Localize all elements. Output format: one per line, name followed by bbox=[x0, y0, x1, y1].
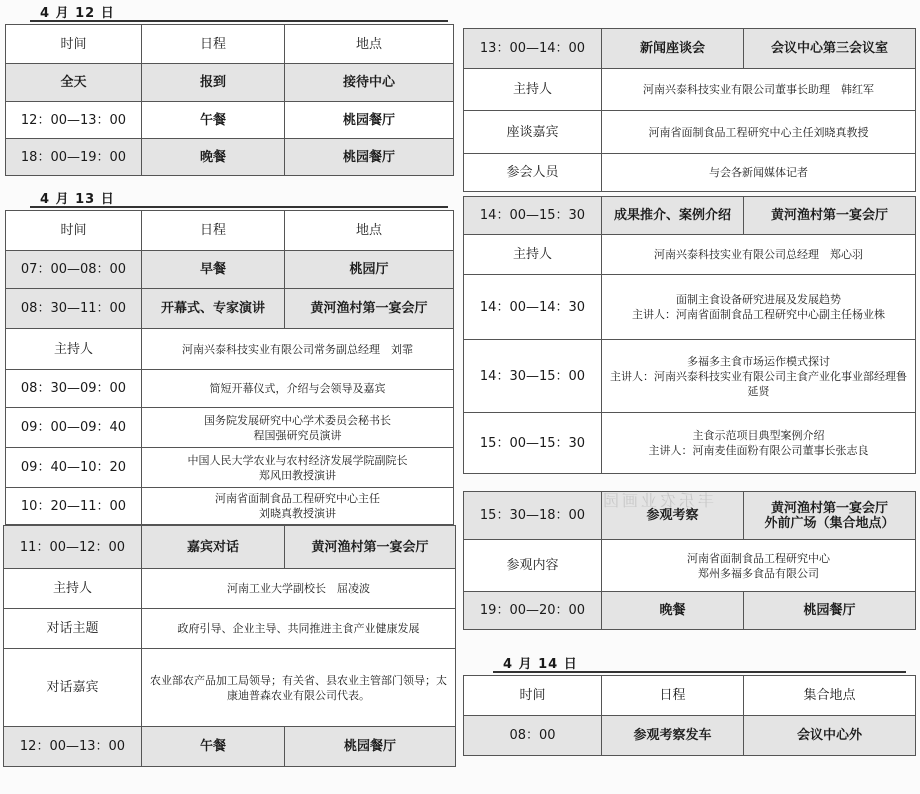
table-row bbox=[6, 289, 454, 329]
agenda-row bbox=[6, 488, 454, 525]
visit-site: 郑州多福多食品有限公司 bbox=[698, 566, 819, 580]
header-location: 集合地点 bbox=[744, 676, 916, 716]
agenda-text bbox=[602, 275, 916, 340]
time-cell: 12：00—13：00 bbox=[4, 727, 142, 767]
schedule-table-apr12 bbox=[5, 24, 454, 176]
guests-value: 农业部农产品加工局领导；有关省、县农业主管部门领导；太康迪普森农业有限公司代表。 bbox=[142, 649, 456, 727]
time-cell: 09：40—10：20 bbox=[6, 448, 142, 488]
time-cell: 11：00—12：00 bbox=[4, 526, 142, 569]
speaker-name: 程国强研究员演讲 bbox=[253, 428, 342, 442]
event-cell: 午餐 bbox=[142, 727, 285, 767]
schedule-table-dialogue bbox=[3, 525, 456, 767]
host-label: 主持人 bbox=[464, 69, 602, 111]
speaker-title: 国务院发展研究中心学术委员会秘书长 bbox=[204, 413, 391, 427]
agenda-text bbox=[142, 408, 454, 448]
schedule-table-visit bbox=[463, 491, 916, 630]
host-label: 主持人 bbox=[464, 235, 602, 275]
schedule-table-results bbox=[463, 196, 916, 474]
right-column bbox=[463, 0, 918, 756]
event-cell: 参观考察发车 bbox=[602, 716, 744, 756]
schedule-table-apr14 bbox=[463, 675, 916, 756]
time-cell: 07：00—08：00 bbox=[6, 251, 142, 289]
date-heading-apr13 bbox=[0, 176, 460, 210]
header-schedule: 日程 bbox=[602, 676, 744, 716]
attendees-value: 与会各新闻媒体记者 bbox=[602, 154, 916, 192]
location-cell bbox=[744, 492, 916, 540]
talk-title: 面制主食设备研究进展及发展趋势 bbox=[676, 293, 841, 306]
speaker-title: 河南省面制食品工程研究中心主任 bbox=[215, 492, 380, 505]
header-schedule: 日程 bbox=[142, 25, 285, 64]
content-value bbox=[602, 540, 916, 592]
content-row bbox=[464, 540, 916, 592]
time-cell: 08：00 bbox=[464, 716, 602, 756]
location-cell: 会议中心第三会议室 bbox=[744, 29, 916, 69]
event-cell: 参观考察 bbox=[602, 492, 744, 540]
host-row bbox=[464, 235, 916, 275]
watermark-text: 丰乐农业画园 bbox=[600, 491, 715, 510]
location-cell: 桃园厅 bbox=[285, 251, 454, 289]
agenda-row bbox=[6, 408, 454, 448]
header-location: 地点 bbox=[285, 211, 454, 251]
time-cell: 14：00—14：30 bbox=[464, 275, 602, 340]
event-cell: 开幕式、专家演讲 bbox=[142, 289, 285, 329]
topic-row bbox=[4, 609, 456, 649]
agenda-row bbox=[464, 413, 916, 474]
event-cell: 新闻座谈会 bbox=[602, 29, 744, 69]
location-cell: 黄河渔村第一宴会厅 bbox=[744, 197, 916, 235]
location-cell: 桃园餐厅 bbox=[744, 592, 916, 630]
date-heading-apr14 bbox=[463, 630, 918, 675]
time-cell: 15：30—18：00 bbox=[464, 492, 602, 540]
talk-speaker: 主讲人：河南兴泰科技实业有限公司主食产业化事业部经理鲁延贤 bbox=[610, 369, 907, 398]
visit-site: 河南省面制食品工程研究中心 bbox=[687, 551, 830, 565]
location-cell: 桃园餐厅 bbox=[285, 102, 454, 139]
schedule-table-press bbox=[463, 28, 916, 192]
table-header bbox=[6, 211, 454, 251]
left-column bbox=[0, 0, 460, 767]
header-time: 时间 bbox=[6, 25, 142, 64]
agenda-row bbox=[6, 370, 454, 408]
attendees-row bbox=[464, 154, 916, 192]
agenda-row bbox=[464, 340, 916, 413]
time-cell: 14：30—15：00 bbox=[464, 340, 602, 413]
table-row bbox=[464, 716, 916, 756]
location-cell: 黄河渔村第一宴会厅 bbox=[285, 526, 456, 569]
location-cell: 接待中心 bbox=[285, 64, 454, 102]
host-label: 主持人 bbox=[6, 329, 142, 370]
date-label: 4 月 12 日 bbox=[40, 6, 115, 21]
event-cell: 早餐 bbox=[142, 251, 285, 289]
speaker-name: 郑风田教授演讲 bbox=[259, 468, 336, 482]
agenda-text bbox=[142, 448, 454, 488]
agenda-row bbox=[464, 275, 916, 340]
agenda-text bbox=[602, 340, 916, 413]
content-label: 参观内容 bbox=[464, 540, 602, 592]
table-row bbox=[4, 727, 456, 767]
talk-title: 主食示范项目典型案例介绍 bbox=[692, 429, 825, 442]
guest-label: 座谈嘉宾 bbox=[464, 111, 602, 154]
time-cell: 12：00—13：00 bbox=[6, 102, 142, 139]
host-value: 河南兴泰科技实业有限公司董事长助理 韩红军 bbox=[602, 69, 916, 111]
header-location: 地点 bbox=[285, 25, 454, 64]
table-row bbox=[6, 251, 454, 289]
time-cell: 10：20—11：00 bbox=[6, 488, 142, 525]
agenda-text: 简短开幕仪式，介绍与会领导及嘉宾 bbox=[142, 370, 454, 408]
guests-label: 对话嘉宾 bbox=[4, 649, 142, 727]
table-row bbox=[464, 29, 916, 69]
guests-row bbox=[4, 649, 456, 727]
date-label: 4 月 14 日 bbox=[503, 657, 578, 672]
talk-speaker: 主讲人：河南麦佳面粉有限公司董事长张志良 bbox=[648, 444, 869, 457]
time-cell: 14：00—15：30 bbox=[464, 197, 602, 235]
agenda-row bbox=[6, 448, 454, 488]
location-cell: 桃园餐厅 bbox=[285, 727, 456, 767]
host-row bbox=[4, 569, 456, 609]
guest-row bbox=[464, 111, 916, 154]
divider bbox=[493, 671, 906, 673]
table-row bbox=[4, 526, 456, 569]
talk-title: 多福多主食市场运作模式探讨 bbox=[687, 354, 830, 368]
table-header bbox=[6, 25, 454, 64]
host-value: 河南兴泰科技实业有限公司常务副总经理 刘霏 bbox=[142, 329, 454, 370]
event-cell: 嘉宾对话 bbox=[142, 526, 285, 569]
table-row bbox=[6, 102, 454, 139]
header-time: 时间 bbox=[464, 676, 602, 716]
time-cell: 08：30—11：00 bbox=[6, 289, 142, 329]
divider bbox=[30, 206, 448, 208]
time-cell: 全天 bbox=[6, 64, 142, 102]
guest-value: 河南省面制食品工程研究中心主任刘晓真教授 bbox=[602, 111, 916, 154]
date-heading-apr12 bbox=[0, 0, 460, 24]
topic-value: 政府引导、企业主导、共同推进主食产业健康发展 bbox=[142, 609, 456, 649]
schedule-table-apr13-morning bbox=[5, 210, 454, 525]
host-row bbox=[464, 69, 916, 111]
time-cell: 18：00—19：00 bbox=[6, 139, 142, 176]
location-cell: 黄河渔村第一宴会厅 bbox=[285, 289, 454, 329]
talk-speaker: 主讲人：河南省面制食品工程研究中心副主任杨业株 bbox=[632, 308, 885, 321]
table-row bbox=[464, 197, 916, 235]
location-line: 黄河渔村第一宴会厅 bbox=[770, 500, 888, 516]
host-value: 河南工业大学副校长 屈凌波 bbox=[142, 569, 456, 609]
time-cell: 13：00—14：00 bbox=[464, 29, 602, 69]
time-cell: 09：00—09：40 bbox=[6, 408, 142, 448]
date-label: 4 月 13 日 bbox=[40, 192, 115, 207]
table-header bbox=[464, 676, 916, 716]
location-cell: 桃园餐厅 bbox=[285, 139, 454, 176]
attendees-label: 参会人员 bbox=[464, 154, 602, 192]
event-cell: 晚餐 bbox=[602, 592, 744, 630]
header-time: 时间 bbox=[6, 211, 142, 251]
host-row bbox=[6, 329, 454, 370]
divider bbox=[30, 20, 448, 22]
speaker-name: 刘晓真教授演讲 bbox=[259, 507, 336, 520]
agenda-text bbox=[602, 413, 916, 474]
event-cell: 晚餐 bbox=[142, 139, 285, 176]
time-cell: 08：30—09：00 bbox=[6, 370, 142, 408]
event-cell: 午餐 bbox=[142, 102, 285, 139]
agenda-text bbox=[142, 488, 454, 525]
table-row bbox=[464, 592, 916, 630]
speaker-title: 中国人民大学农业与农村经济发展学院副院长 bbox=[187, 453, 408, 467]
time-cell: 15：00—15：30 bbox=[464, 413, 602, 474]
table-row bbox=[6, 139, 454, 176]
host-value: 河南兴泰科技实业有限公司总经理 郑心羽 bbox=[602, 235, 916, 275]
table-row bbox=[6, 64, 454, 102]
location-line: 外前广场（集合地点） bbox=[764, 515, 895, 531]
topic-label: 对话主题 bbox=[4, 609, 142, 649]
event-cell: 成果推介、案例介绍 bbox=[602, 197, 744, 235]
location-cell: 会议中心外 bbox=[744, 716, 916, 756]
time-cell: 19：00—20：00 bbox=[464, 592, 602, 630]
event-cell: 报到 bbox=[142, 64, 285, 102]
header-schedule: 日程 bbox=[142, 211, 285, 251]
host-label: 主持人 bbox=[4, 569, 142, 609]
